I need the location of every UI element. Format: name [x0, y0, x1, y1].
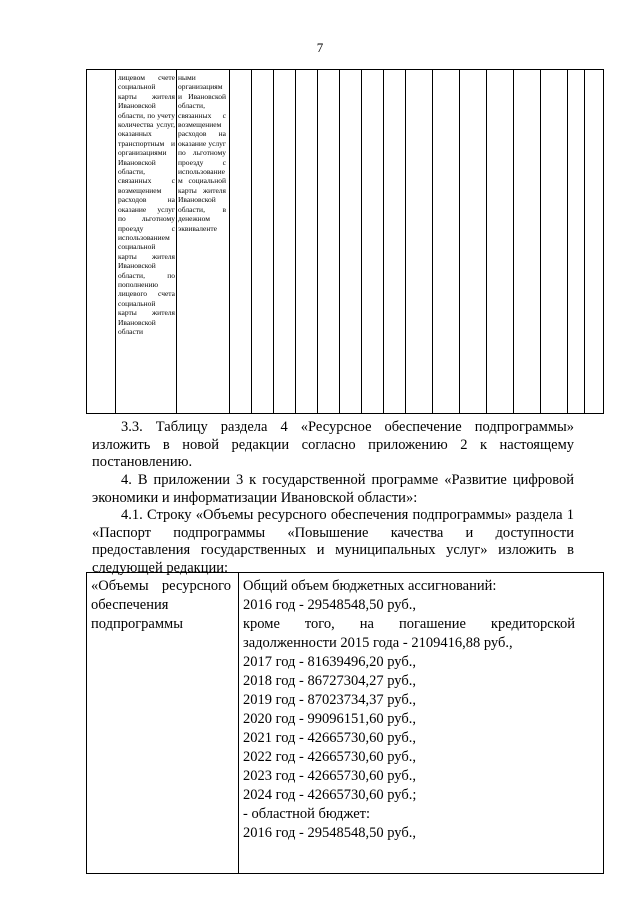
paragraph-4: 4. В приложении 3 к государственной программе «Развитие цифровой экономики и информатизации Ивановской области»: — [92, 472, 574, 506]
table-divider — [567, 70, 568, 413]
table-divider — [584, 70, 585, 413]
budget-line: Общий объем бюджетных ассигнований: — [243, 578, 497, 594]
budget-line: 2021 год - 42665730,60 руб., — [243, 730, 416, 746]
budget-line: 2020 год - 99096151,60 руб., — [243, 711, 416, 727]
paragraph-3-3: 3.3. Таблицу раздела 4 «Ресурсное обеспечение подпрограммы» изложить в новой редакции согласно приложению 2 к настоящему постановлению. — [92, 419, 574, 470]
resource-volumes-table — [86, 572, 604, 874]
table-divider — [251, 70, 252, 413]
paragraph-4-1: 4.1. Строку «Объемы ресурсного обеспечения подпрограммы» раздела 1 «Паспорт подпрограммы «Повышение качества и доступности предоставления государственных и муниципальных услуг» изложить в следующей редакции: — [92, 507, 574, 576]
indicator-unit-cell: ными организациями Ивановской области, связанных с возмещением расходов на оказание услуг по льготному проезду с использованием социальной карты жителя Ивановской области, в денежном эквиваленте — [178, 73, 226, 233]
resource-volumes-content — [243, 577, 575, 843]
table-divider — [540, 70, 541, 413]
continuation-table — [86, 69, 604, 414]
budget-line: 2016 год - 29548548,50 руб., — [243, 597, 416, 613]
table-divider — [459, 70, 460, 413]
budget-line: - областной бюджет: — [243, 806, 371, 822]
budget-line: 2018 год - 86727304,27 руб., — [243, 673, 416, 689]
page-number: 7 — [316, 40, 324, 55]
table-divider — [339, 70, 340, 413]
table-divider — [513, 70, 514, 413]
table-divider — [229, 70, 230, 413]
table-divider — [432, 70, 433, 413]
budget-line: кроме того, на погашение кредиторской задолженности 2015 года - 2109416,88 руб., — [243, 616, 575, 651]
table-divider — [486, 70, 487, 413]
table-divider — [295, 70, 296, 413]
budget-line: 2017 год - 81639496,20 руб., — [243, 654, 416, 670]
table-divider — [176, 70, 177, 413]
table-divider — [273, 70, 274, 413]
budget-line: 2019 год - 87023734,37 руб., — [243, 692, 416, 708]
resource-volumes-label: «Объемы ресурсного обеспечения подпрограммы — [91, 578, 231, 632]
table-divider — [115, 70, 116, 413]
budget-line: 2022 год - 42665730,60 руб., — [243, 749, 416, 765]
indicator-description-cell: лицевом счете социальной карты жителя Ивановской области, по учету количества услуг, оказанных транспортным и организациями Ивановской области, связанных с возмещением расходов на оказание услуг по льготному проезду с использованием социальной карты жителя Ивановской области, по пополнению лицевого счета социальной карты жителя Ивановской области — [118, 73, 175, 336]
budget-line: 2023 год - 42665730,60 руб., — [243, 768, 416, 784]
budget-line: 2024 год - 42665730,60 руб.; — [243, 787, 417, 803]
table-divider — [361, 70, 362, 413]
table-divider — [317, 70, 318, 413]
table-divider — [238, 573, 239, 873]
table-divider — [405, 70, 406, 413]
table-divider — [383, 70, 384, 413]
budget-line: 2016 год - 29548548,50 руб., — [243, 825, 416, 841]
